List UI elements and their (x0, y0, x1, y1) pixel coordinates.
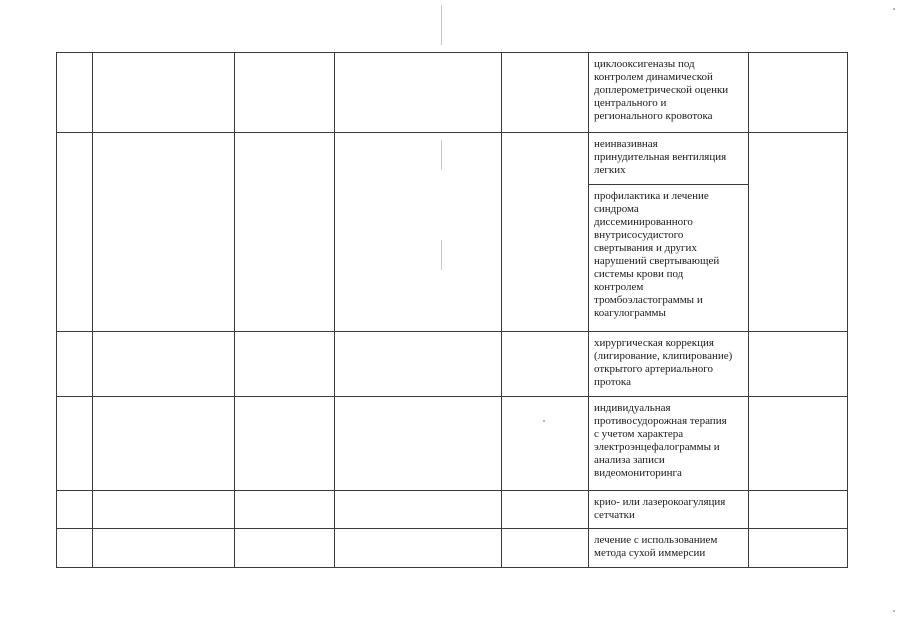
treatment-line: профилактика и лечение (594, 190, 709, 202)
table-cell (57, 529, 93, 568)
table-cell (57, 491, 93, 529)
table-cell (93, 53, 235, 133)
table-cell (502, 529, 589, 568)
treatment-line: контролем динамической (594, 71, 713, 83)
table-cell (93, 332, 235, 397)
table-cell (235, 332, 335, 397)
treatment-cell (589, 185, 749, 332)
treatment-line: открытого артериального (594, 363, 713, 375)
table-cell (235, 53, 335, 133)
table-cell (57, 133, 93, 332)
table-row (57, 491, 848, 529)
table-row (57, 397, 848, 491)
treatment-line: синдрома (594, 203, 639, 215)
treatment-line: регионального кровотока (594, 110, 713, 122)
table-cell (502, 53, 589, 133)
table-cell (749, 53, 848, 133)
table-cell (749, 332, 848, 397)
treatment-line: контролем (594, 281, 644, 293)
treatment-line: диссеминированного (594, 216, 693, 228)
treatment-line: внутрисосудистого (594, 229, 684, 241)
treatment-line: с учетом характера (594, 428, 684, 440)
table-cell (749, 133, 848, 332)
scan-artifact-line (441, 5, 442, 45)
treatment-line: легких (594, 164, 626, 176)
treatment-line: индивидуальная (594, 402, 671, 414)
data-table (56, 52, 848, 568)
table-row (57, 332, 848, 397)
treatment-line: коагулограммы (594, 307, 666, 319)
table-cell (502, 332, 589, 397)
table-cell (335, 133, 502, 332)
treatment-line: тромбоэластограммы и (594, 294, 703, 306)
treatment-cell (589, 491, 749, 529)
table-cell (93, 529, 235, 568)
table-cell (93, 491, 235, 529)
treatment-line: неинвазивная (594, 138, 658, 150)
table-cell (502, 397, 589, 491)
treatment-cell (589, 133, 749, 185)
treatment-line: электроэнцефалограммы и (594, 441, 720, 453)
treatment-line: протока (594, 376, 631, 388)
table-row (57, 529, 848, 568)
treatment-line: доплерометрической оценки (594, 84, 729, 96)
treatment-cell (589, 53, 749, 133)
treatment-cell (589, 397, 749, 491)
treatment-line: центрального и (594, 97, 667, 109)
treatment-line: системы крови под (594, 268, 684, 280)
treatment-line: метода сухой иммерсии (594, 547, 706, 559)
treatment-line: (лигирование, клипирование) (594, 350, 733, 362)
table-row (57, 53, 848, 133)
table-row (57, 133, 848, 185)
treatment-cell (589, 332, 749, 397)
table-cell (57, 397, 93, 491)
table-cell (93, 397, 235, 491)
table-cell (335, 53, 502, 133)
table-cell (235, 529, 335, 568)
scan-artifact-dot (893, 8, 895, 10)
treatment-line: противосудорожная терапия (594, 415, 727, 427)
table-cell (335, 332, 502, 397)
treatment-line: хирургическая коррекция (594, 337, 714, 349)
treatment-line: анализа записи (594, 454, 665, 466)
treatment-line: крио- или лазерокоагуляция (594, 496, 726, 508)
table-cell (502, 133, 589, 332)
treatment-line: сетчатки (594, 509, 635, 521)
table-cell (335, 529, 502, 568)
treatment-cell (589, 529, 749, 568)
table-cell (335, 491, 502, 529)
treatment-line: свертывания и других (594, 242, 697, 254)
treatment-line: лечение с использованием (594, 534, 718, 546)
table-cell (749, 491, 848, 529)
table-cell (93, 133, 235, 332)
scan-artifact-dot (893, 610, 895, 612)
table-cell (502, 491, 589, 529)
table-cell (57, 53, 93, 133)
table-cell (335, 397, 502, 491)
treatment-line: нарушений свертывающей (594, 255, 720, 267)
table-cell (749, 397, 848, 491)
table-cell (235, 491, 335, 529)
treatment-line: принудительная вентиляция (594, 151, 727, 163)
table-cell (235, 397, 335, 491)
treatment-line: циклооксигеназы под (594, 58, 695, 70)
treatment-line: видеомониторинга (594, 467, 682, 479)
table-cell (749, 529, 848, 568)
table-cell (235, 133, 335, 332)
table-cell (57, 332, 93, 397)
